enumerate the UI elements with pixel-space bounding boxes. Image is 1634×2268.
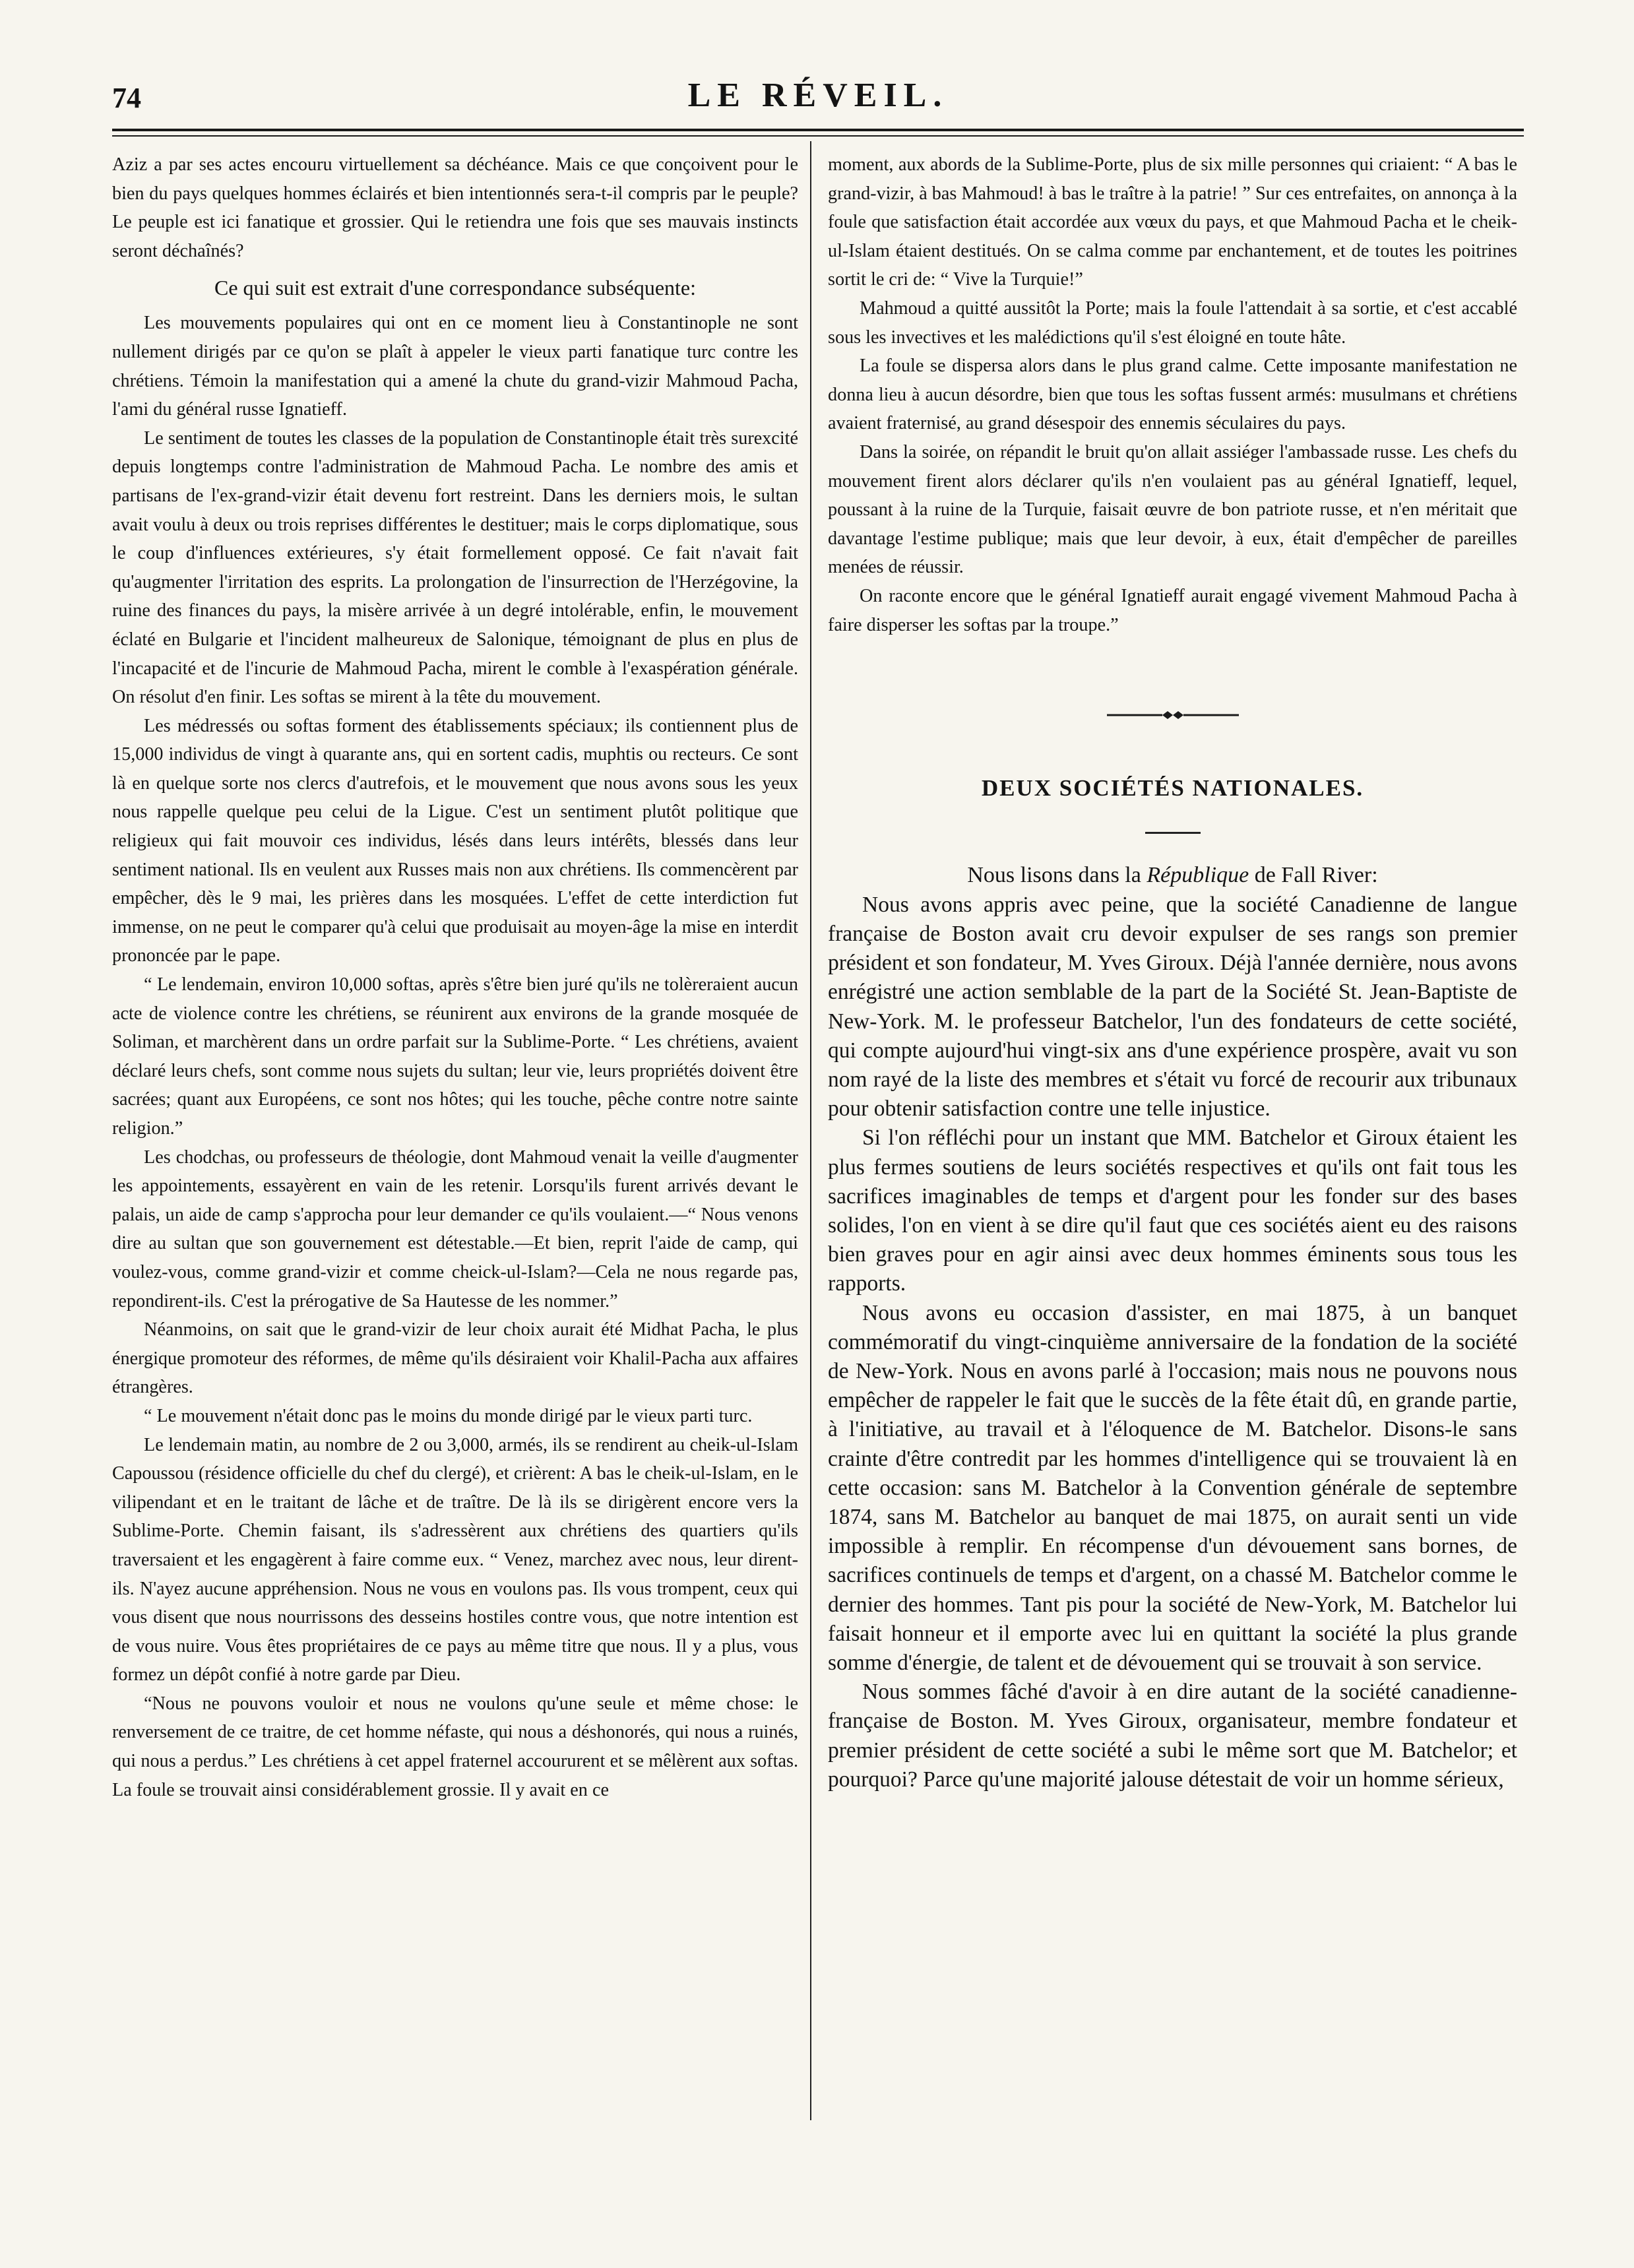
page-number: 74 [112, 82, 141, 114]
paragraph: La foule se dispersa alors dans le plus grand calme. Cette imposante manifestation ne donna lieu à aucun désordre, bien que tous les softas fussent armés: musulmans et chrétiens avaient fraternisé, au grand désespoir des ennemis séculaires du pays. [828, 356, 1517, 434]
paragraph: moment, aux abords de la Sublime-Porte, plus de six mille personnes qui criaient: “ A bas le grand-vizir, à bas Mahmoud! à bas le traître à la patrie! ” Sur ces entrefaites, on annonça à la foule que satisfaction était accordée aux vœux du pays, et que Mahmoud Pacha et le cheik-ul-Islam étaient destitués. On se calma comme par enchantement, et de toutes les poitrines sortit le cri de: “ Vive la Turquie!” [828, 154, 1517, 290]
article-body [828, 891, 1517, 1794]
paragraph: Le lendemain matin, au nombre de 2 ou 3,000, armés, ils se rendirent au cheik-ul-Islam Capoussou (résidence officielle du chef du clergé), et crièrent: A bas le cheik-ul-Islam, en le vilipendant et en le traitant de lâche et de traître. De là ils se dirigèrent encore vers la Sublime-Porte. Chemin faisant, ils s'adressèrent aux chrétiens des quartiers qu'ils traversaient et les engagèrent à faire comme eux. “ Venez, marchez avec nous, leur dirent-ils. N'ayez aucune appréhension. Nous ne vous en voulons pas. Ils vous trompent, ceux qui vous disent que nous nourrissons des desseins hostiles contre vous, que notre intention est de vous nuire. Vous êtes propriétaires de ce pays au même titre que nous. Il y a plus, vous formez un dépôt confié à notre garde par Dieu. [112, 1434, 798, 1685]
paragraph: “Nous ne pouvons vouloir et nous ne voulons qu'une seule et même chose: le renversement de ce traitre, de cet homme néfaste, qui nous a déshonorés, qui nous a ruinés, qui nous a perdus.” Les chrétiens à cet appel fraternel accoururent et se mêlèrent aux softas. La foule se trouvait ainsi considérablement grossie. Il y avait en ce [112, 1693, 798, 1800]
journal-title: LE RÉVEIL. [687, 77, 949, 114]
paragraph: Mahmoud a quitté aussitôt la Porte; mais la foule l'attendait à sa sortie, et c'est accablé sous les invectives et les malédictions qu'il s'est éloigné en toute hâte. [828, 298, 1517, 348]
paragraph: Le sentiment de toutes les classes de la population de Constantinople était très surexcité depuis longtemps contre l'administration de Mahmoud Pacha. Le nombre des amis et partisans de l'ex-grand-vizir était devenu fort restreint. Dans les derniers mois, le sultan avait voulu à deux ou trois reprises différentes le destituer; mais le corps diplomatique, sous le coup d'influences extérieures, s'y était formellement opposé. Ce fait n'avait fait qu'augmenter l'irritation des esprits. La prolongation de l'insurrection de l'Herzégovine, la ruine des finances du pays, la misère arrivée à un degré intolérable, enfin, le mouvement éclaté en Bulgarie et l'incident malheureux de Salonique, témoignant de plus en plus de l'incapacité et de l'incurie de Mahmoud Pacha, mirent le comble à l'exaspération générale. On résolut d'en finir. Les softas se mirent à la tête du mouvement. [112, 427, 798, 708]
intro-text: Nous lisons dans la [967, 862, 1147, 887]
right-column [828, 150, 1517, 1794]
page-header [112, 76, 1524, 122]
intro-line [828, 860, 1517, 891]
paragraph: Si l'on réfléchi pour un instant que MM. Batchelor et Giroux étaient les plus fermes soutiens de leurs sociétés respectives et qu'ils ont fait tous les sacrifices imaginables de temps et d'argent pour les fonder sur des bases solides, l'on en vient à se dire qu'il faut que ces sociétés aient eu des raisons bien graves pour en agir ainsi avec deux hommes éminents sous tous les rapports. [828, 1125, 1517, 1296]
ornament-divider [1107, 705, 1239, 725]
paragraph: Les médressés ou softas forment des établissements spéciaux; ils contiennent plus de 15,000 individus de vingt à quarante ans, qui en sortent cadis, muphtis ou recteurs. Ce sont là en quelque sorte nos clercs d'autrefois, et le mouvement que nous avons sous les yeux nous rappelle quelque peu celui de la Ligue. C'est un sentiment plutôt politique que religieux qui fait mouvoir ces individus, lésés dans leurs intérêts, blessés dans leur sentiment national. Ils en veulent aux Russes mais non aux chrétiens. Ils commencèrent par empêcher, dès le 9 mai, les prières dans les mosquées. L'effet de cette interdiction fut immense, on ne peut le comparer qu'à celui que produisait au moyen-âge la mise en interdit prononcée par le pape. [112, 715, 798, 966]
paragraph: Les chodchas, ou professeurs de théologie, dont Mahmoud venait la veille d'augmenter les appointements, essayèrent en vain de les retenir. Lorsqu'ils furent arrivés devant le palais, un aide de camp s'approcha pour leur demander ce qu'ils voulaient.—“ Nous venons dire au sultan que son gouvernement est détestable.—Et bien, reprit l'aide de camp, qui voulez-vous, comme grand-vizir et comme cheick-ul-Islam?—Cela ne nous regarde pas, repondirent-ils. C'est la prérogative de Sa Hautesse de les nommer.” [112, 1147, 798, 1311]
paragraph: On raconte encore que le général Ignatieff aurait engagé vivement Mahmoud Pacha à faire disperser les softas par la troupe.” [828, 585, 1517, 635]
paragraph: Nous sommes fâché d'avoir à en dire autant de la société canadienne-française de Boston. M. Yves Giroux, organisateur, membre fondateur et premier président de cette société a subi le même sort que M. Batchelor; et pourquoi? Parce qu'une majorité jalouse détestait de voir un homme sérieux, [828, 1680, 1517, 1792]
section-rule [1145, 832, 1201, 834]
subheading: Ce qui suit est extrait d'une correspondance subséquente: [214, 276, 696, 300]
header-rule [112, 129, 1524, 137]
paragraph: Néanmoins, on sait que le grand-vizir de leur choix aurait été Midhat Pacha, le plus énergique promoteur des réformes, de même qu'ils désiraient voir Khalil-Pacha aux affaires étrangères. [112, 1319, 798, 1398]
paragraph: “ Le lendemain, environ 10,000 softas, après s'être bien juré qu'ils ne tolèreraient aucun acte de violence contre les chrétiens, se réunirent aux environs de la grande mosquée de Soliman, et marchèrent dans un ordre parfait sur la Sublime-Porte. “ Les chrétiens, avaient déclaré leurs chefs, sont comme nous sujets du sultan; leur vie, leurs propriétés doivent être sacrées; quant aux Européens, ce sont nos hôtes; qui les touche, pêche contre notre sainte religion.” [112, 974, 798, 1139]
paragraph: Dans la soirée, on répandit le bruit qu'on allait assiéger l'ambassade russe. Les chefs du mouvement firent alors déclarer qu'ils n'en voulaient pas au général Ignatieff, lequel, poussant à la ruine de la Turquie, faisait œuvre de bon patriote russe, et n'en méritait que davantage l'estime publique; mais que leur devoir, à eux, était d'empêcher de pareilles menées de réussir. [828, 441, 1517, 578]
paragraph: Aziz a par ses actes encouru virtuellement sa déchéance. Mais ce que conçoivent pour le bien du pays quelques hommes éclairés et bien intentionnés sera-t-il compris par le peuple? Le peuple est ici fanatique et grossier. Qui le retiendra une fois que ses mauvais instincts seront déchaînés? [112, 154, 798, 261]
paragraph: Les mouvements populaires qui ont en ce moment lieu à Constantinople ne sont nullement dirigés par ce qu'on se plaît à appeler le vieux parti fanatique turc contre les chrétiens. Témoin la manifestation qui a amené la chute du grand-vizir Mahmoud Pacha, l'ami du général russe Ignatieff. [112, 313, 798, 420]
section-title: DEUX SOCIÉTÉS NATIONALES. [981, 775, 1364, 802]
paragraph: Nous avons eu occasion d'assister, en mai 1875, à un banquet commémoratif du vingt-cinquième anniversaire de la fondation de la société de New-York. Nous en avons parlé à l'occasion; mais nous ne pouvons nous empêcher de rappeler le fait que le succès de la fête était dû, en grande partie, à l'initiative, au travail et à l'éloquence de M. Batchelor. Disons-le sans crainte d'être contredit par les hommes d'intelligence qui se trouvaient là en cette occasion: sans M. Batchelor à la Convention générale de septembre 1874, sans M. Batchelor au banquet de mai 1875, on aurait senti un vide impossible à remplir. En récompense d'un dévouement sans bornes, de sacrifices continuels de temps et d'argent, on a chassé M. Batchelor comme le dernier des hommes. Tant pis pour la société de New-York, M. Batchelor lui faisait honneur et il emporte avec lui en quittant la société la plus grande somme d'énergie, de talent et de dévouement qui se trouvait à son service. [828, 1300, 1517, 1675]
paragraph: Nous avons appris avec peine, que la société Canadienne de langue française de Boston avait cru devoir expulser de ses rangs son premier président et son fondateur, M. Yves Giroux. Déjà l'année dernière, nous avons enrégistré une action semblable de la part de la Société St. Jean-Baptiste de New-York. M. le professeur Batchelor, l'un des fondateurs de cette société, qui compte aujourd'hui vingt-six ans d'une expérience prospère, avait vu son nom rayé de la liste des membres et s'était vu forcé de recourir aux tribunaux pour obtenir satisfaction contre une telle injustice. [828, 892, 1517, 1121]
paragraph: “ Le mouvement n'était donc pas le moins du monde dirigé par le vieux parti turc. [144, 1405, 753, 1426]
left-column [112, 150, 798, 1804]
column-divider [810, 141, 811, 2120]
intro-text: de Fall River: [1249, 862, 1378, 887]
newspaper-name: République [1147, 862, 1249, 887]
